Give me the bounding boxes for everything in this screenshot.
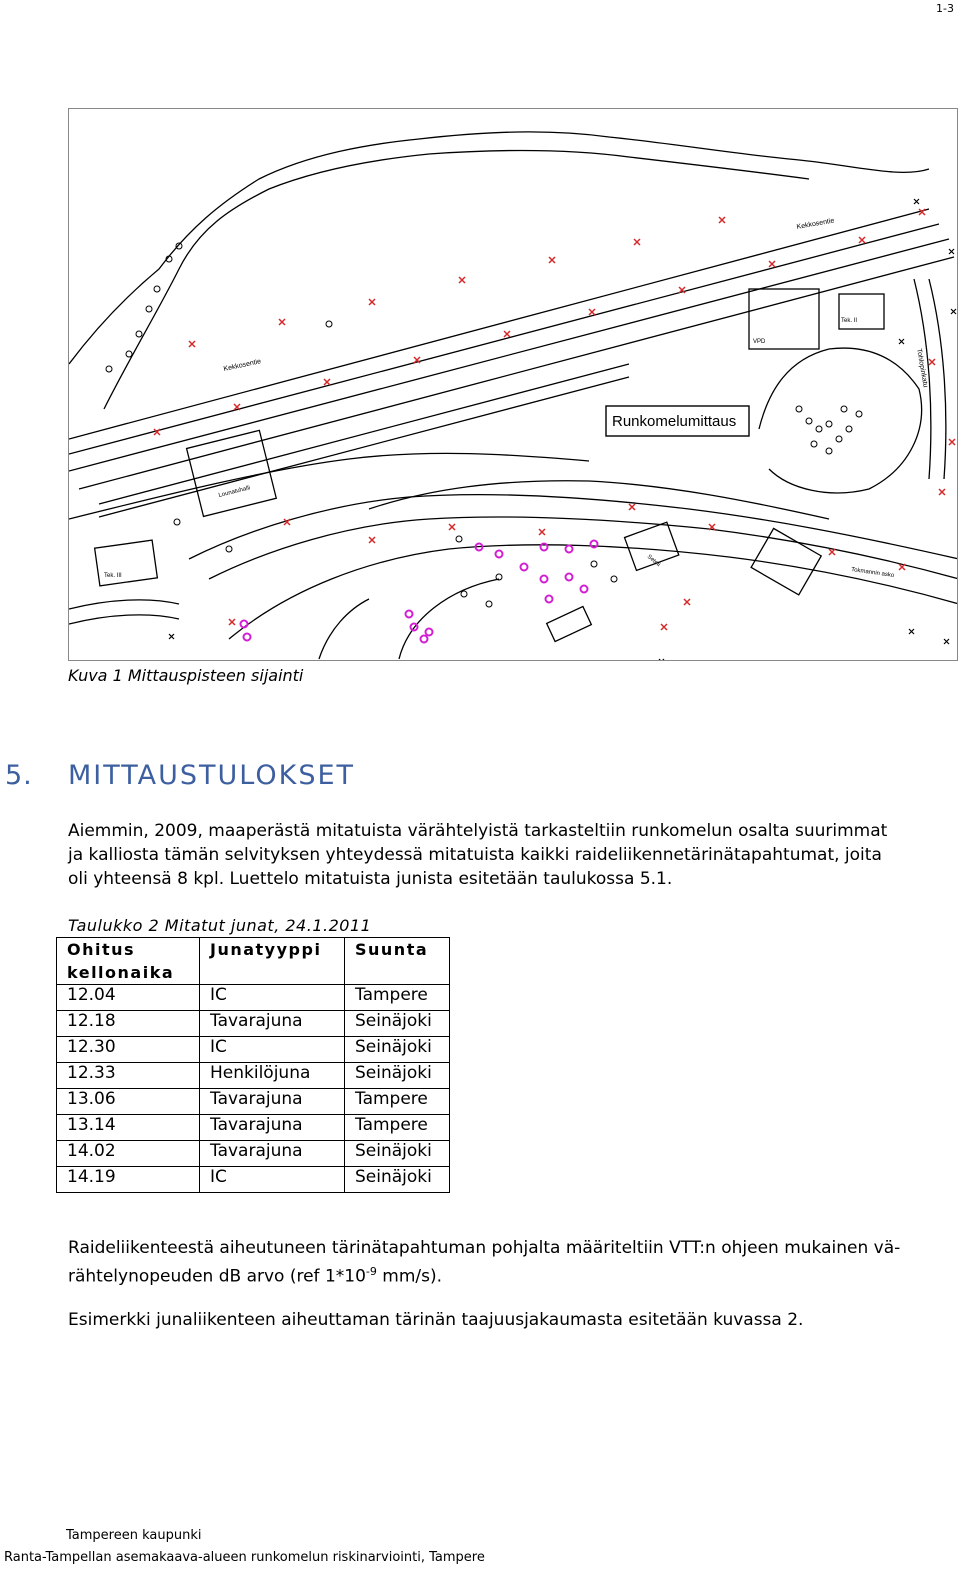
table-row — [57, 1115, 450, 1141]
vibration-exponent: -9 — [365, 1265, 377, 1278]
footer-document-title: Ranta-Tampellan asemakaava-alueen runkomelun riskinarviointi, Tampere — [4, 1550, 485, 1565]
red-markers — [154, 209, 955, 630]
measurement-label: Runkomelumittaus — [612, 413, 737, 430]
cell-direction: Tampere — [345, 1115, 450, 1141]
rail-line-3 — [69, 239, 949, 471]
footer-organization: Tampereen kaupunki — [66, 1528, 202, 1543]
intro-paragraph — [68, 819, 948, 891]
road-label-1: Kekkosentie — [796, 217, 835, 231]
building-small-3 — [547, 606, 592, 641]
section-title: MITTAUSTULOKSET — [68, 760, 356, 791]
table-row — [57, 1037, 450, 1063]
cell-time: 12.18 — [57, 1011, 200, 1037]
lower-road-2 — [69, 615, 179, 624]
cell-direction: Seinäjoki — [345, 1167, 450, 1193]
cell-direction: Seinäjoki — [345, 1011, 450, 1037]
cell-time: 13.14 — [57, 1115, 200, 1141]
rail-line-2 — [69, 224, 939, 454]
shoreline — [69, 132, 929, 364]
cell-type: IC — [200, 1037, 345, 1063]
cell-type: Tavarajuna — [200, 1011, 345, 1037]
cell-type: Henkilöjuna — [200, 1063, 345, 1089]
cell-time: 14.19 — [57, 1167, 200, 1193]
curb-2 — [319, 599, 369, 659]
cell-type: Tavarajuna — [200, 1115, 345, 1141]
curb-1 — [399, 579, 499, 659]
header-direction: Suunta — [345, 938, 450, 985]
table-caption: Taulukko 2 Mitatut junat, 24.1.2011 — [68, 916, 372, 935]
site-map — [68, 108, 958, 661]
road-edge-3 — [209, 517, 958, 579]
rail-line-1 — [69, 209, 929, 439]
table-row — [57, 1089, 450, 1115]
table-row — [57, 1063, 450, 1089]
cell-time: 12.30 — [57, 1037, 200, 1063]
right-road-2 — [929, 279, 946, 479]
site-map-drawing — [69, 109, 958, 661]
cell-direction: Tampere — [345, 1089, 450, 1115]
cell-type: Tavarajuna — [200, 1141, 345, 1167]
road-label-3: Tohlopinkatu — [915, 348, 929, 389]
intro-line-1: Aiemmin, 2009, maaperästä mitatuista värähtelyistä tarkasteltiin runkomelun osalta suurimmat — [68, 821, 888, 841]
cell-time: 13.06 — [57, 1089, 200, 1115]
cell-time: 12.04 — [57, 985, 200, 1011]
magenta-markers — [241, 541, 598, 643]
cell-type: IC — [200, 985, 345, 1011]
table-row — [57, 1141, 450, 1167]
table-row — [57, 985, 450, 1011]
vibration-line-2-start: rähtelynopeuden dB arvo (ref 1*10 — [68, 1266, 366, 1287]
road-edge-4 — [229, 545, 958, 639]
vibration-paragraph — [68, 1236, 948, 1289]
building-label-seteli: Seteli — [645, 553, 662, 569]
trains-table — [56, 937, 450, 1193]
intro-line-2: ja kalliosta tämän selvityksen yhteydessä mitatuista kaikki raideliikennetärinätapahtumat, joita — [68, 845, 882, 865]
table-row — [57, 1011, 450, 1037]
building-label-tokmanni: Tokmannin asko — [850, 567, 895, 580]
lower-road-1 — [69, 600, 179, 609]
building-label-tek2: Tek. II — [841, 318, 858, 324]
header-time-line1: Ohitus — [67, 940, 136, 959]
vibration-line-1: Raideliikenteestä aiheutuneen tärinätapahtuman pohjalta määriteltiin VTT:n ohjeen mukainen vä- — [68, 1238, 901, 1258]
cell-direction: Seinäjoki — [345, 1141, 450, 1167]
cell-time: 12.33 — [57, 1063, 200, 1089]
figure-caption: Kuva 1 Mittauspisteen sijainti — [68, 666, 304, 685]
header-time — [57, 938, 200, 985]
section-number: 5. — [5, 760, 33, 791]
page-number: 1-3 — [936, 2, 954, 15]
table-header-row — [57, 938, 450, 985]
header-train-type: Junatyyppi — [200, 938, 345, 985]
cell-time: 14.02 — [57, 1141, 200, 1167]
rail-line-5 — [99, 364, 629, 504]
cell-type: Tavarajuna — [200, 1089, 345, 1115]
vibration-line-2 — [68, 1260, 948, 1289]
building-label-tek3: Tek. III — [104, 573, 122, 579]
road-label-2: Kekkosentie — [222, 358, 262, 373]
example-paragraph: Esimerkki junaliikenteen aiheuttaman tärinän taajuusjakaumasta esitetään kuvassa 2. — [68, 1310, 804, 1330]
cell-type: IC — [200, 1167, 345, 1193]
vibration-line-2-end: mm/s). — [376, 1266, 443, 1287]
table-row — [57, 1167, 450, 1193]
building-label-vpd: VPD — [753, 339, 766, 345]
cell-direction: Seinäjoki — [345, 1037, 450, 1063]
rail-line-4 — [79, 257, 954, 489]
cell-direction: Tampere — [345, 985, 450, 1011]
road-edge-2 — [189, 495, 958, 559]
forest-edge — [104, 151, 809, 409]
header-time-line2: kellonaika — [67, 963, 175, 982]
building-label-lounatuhalli: Lounatuhalli — [218, 485, 251, 499]
intro-line-3: oli yhteensä 8 kpl. Luettelo mitatuista junista esitetään taulukossa 5.1. — [68, 869, 673, 889]
cell-direction: Seinäjoki — [345, 1063, 450, 1089]
hill-outline — [759, 348, 922, 493]
